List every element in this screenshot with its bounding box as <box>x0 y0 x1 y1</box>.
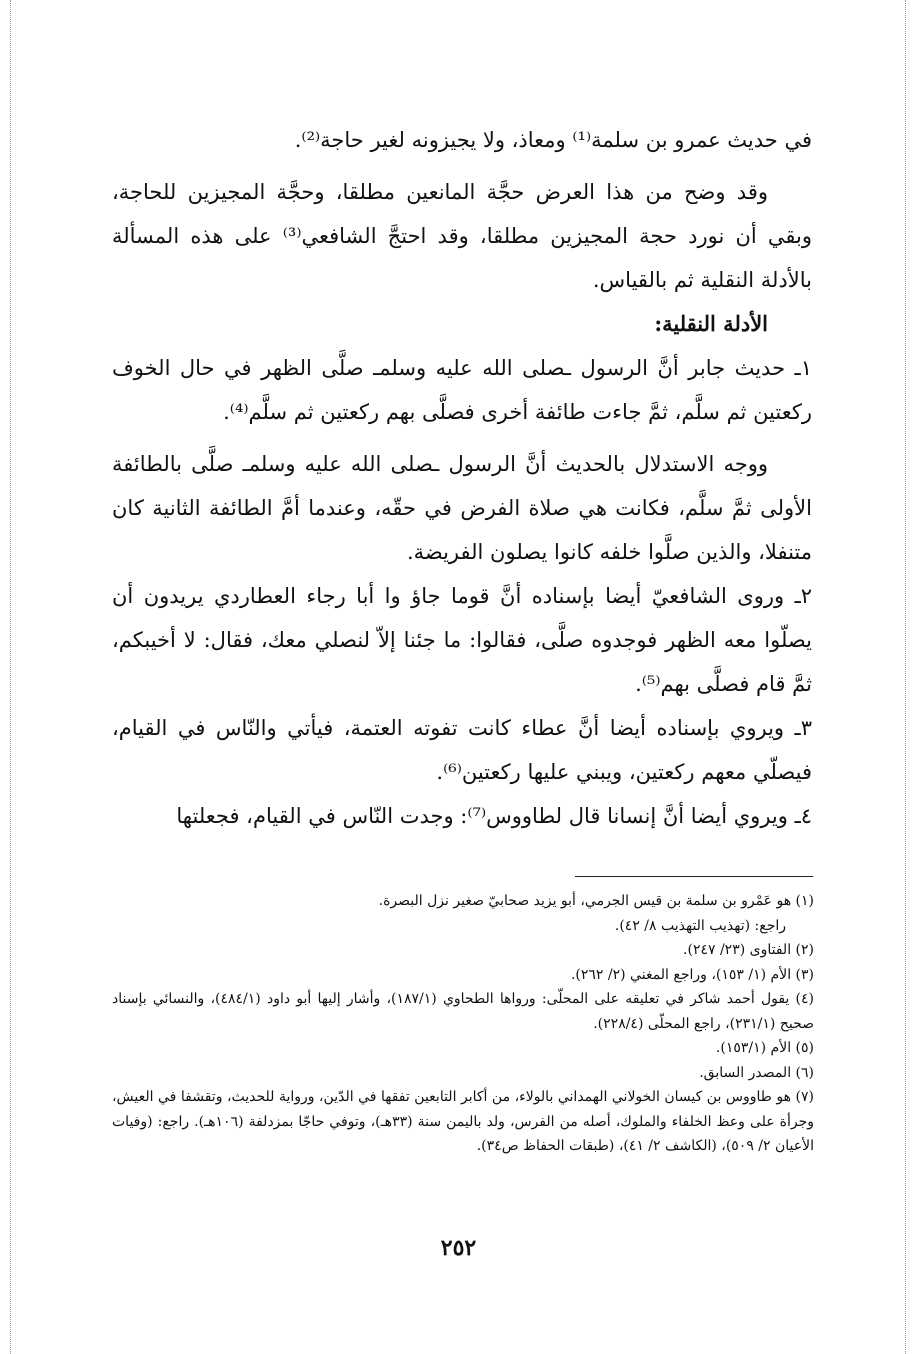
footnote-divider <box>575 876 813 877</box>
footnotes <box>112 889 814 1159</box>
left-margin-dots <box>10 0 11 1354</box>
page-number: ٢٥٢ <box>440 1235 477 1261</box>
footnote-4: (٤) يقول أحمد شاكر في تعليقه على المحلّى: ورواها الطحاوي (١٨٧/١)، وأشار إليها أبو داود (٤٨٤/١)، والنسائي بإسناد صحيح (٢٣١/١)، راجع المحلّى (٢٢٨/٤). <box>112 991 814 1032</box>
paragraph-7: ٤ـ ويروي أيضا أنَّ إنسانا قال لطاووس⁽⁷⁾: وجدت النّاس في القيام، فجعلتها <box>176 804 812 828</box>
footnote-5: (٥) الأم (١٥٣/١). <box>715 1040 814 1056</box>
right-margin-dots <box>905 0 906 1354</box>
paragraph-2: وقد وضح من هذا العرض حجَّة المانعين مطلقا، وحجَّة المجيزين للحاجة، وبقي أن نورد حجة المجيزين مطلقا، وقد احتجَّ الشافعي⁽³⁾ على هذه المسألة بالأدلة النقلية ثم بالقياس. <box>112 180 812 292</box>
paragraph-1: في حديث عمرو بن سلمة⁽¹⁾ ومعاذ، ولا يجيزونه لغير حاجة⁽²⁾. <box>294 128 812 152</box>
footnote-2: (٢) الفتاوى (٢٣/ ٢٤٧). <box>683 942 814 958</box>
paragraph-6: ٣ـ ويروي بإسناده أيضا أنَّ عطاء كانت تفوته العتمة، فيأتي والنّاس في القيام، فيصلّي معهم ركعتين، ويبني عليها ركعتين⁽⁶⁾. <box>112 716 812 784</box>
footnote-1-ref: راجع: (تهذيب التهذيب ٨/ ٤٢). <box>614 917 786 934</box>
footnote-7: (٧) هو طاووس بن كيسان الخولاني الهمداني بالولاء، من أكابر التابعين تفقها في الدّين، ورواية للحديث، وتقشفا في العيش، وجرأة على وعظ الخلفاء والملوك، أصله من الفرس، ولد باليمن سنة (٣٣هـ)، وتوفي حاجّا بمزدلفة (١٠٦هـ). راجع: (وفيات الأعيان ٢/ ٥٠٩)، (الكاشف ٢/ ٤١)، (طبقات الحفاظ ص٣٤). <box>112 1089 815 1154</box>
footnote-1: (١) هو عَمْرو بن سلمة بن قيس الجرمي، أبو يزيد صحابيّ صغير نزل البصرة. <box>378 893 814 909</box>
paragraph-3: ١ـ حديث جابر أنَّ الرسول ـصلى الله عليه وسلمـ صلَّى الظهر في حال الخوف ركعتين ثم سلَّم، ثمَّ جاءت طائفة أخرى فصلَّى بهم ركعتين ثم سلَّم⁽⁴⁾. <box>112 356 812 424</box>
footnote-3: (٣) الأم (١/ ١٥٣)، وراجع المغني (٢/ ٢٦٢). <box>570 966 814 983</box>
paragraph-5: ٢ـ وروى الشافعيّ أيضا بإسناده أنَّ قوما جاؤ وا أبا رجاء العطاردي يريدون أن يصلّوا معه الظهر فوجدوه صلَّى، فقالوا: ما جئنا إلاّ لنصلي معك، فقال: لا أخيبكم، ثمَّ قام فصلَّى بهم⁽⁵⁾. <box>112 584 812 696</box>
section-heading: الأدلة النقلية: <box>654 311 768 336</box>
paragraph-4: ووجه الاستدلال بالحديث أنَّ الرسول ـصلى الله عليه وسلمـ صلَّى بالطائفة الأولى ثمَّ سلَّم، فكانت هي صلاة الفرض في حقّه، وعندما أمَّ الطائفة الثانية كان متنفلا، والذين صلَّوا خلفه كانوا يصلون الفريضة. <box>112 452 812 564</box>
footnote-6: (٦) المصدر السابق. <box>699 1064 814 1081</box>
main-text <box>112 118 812 838</box>
